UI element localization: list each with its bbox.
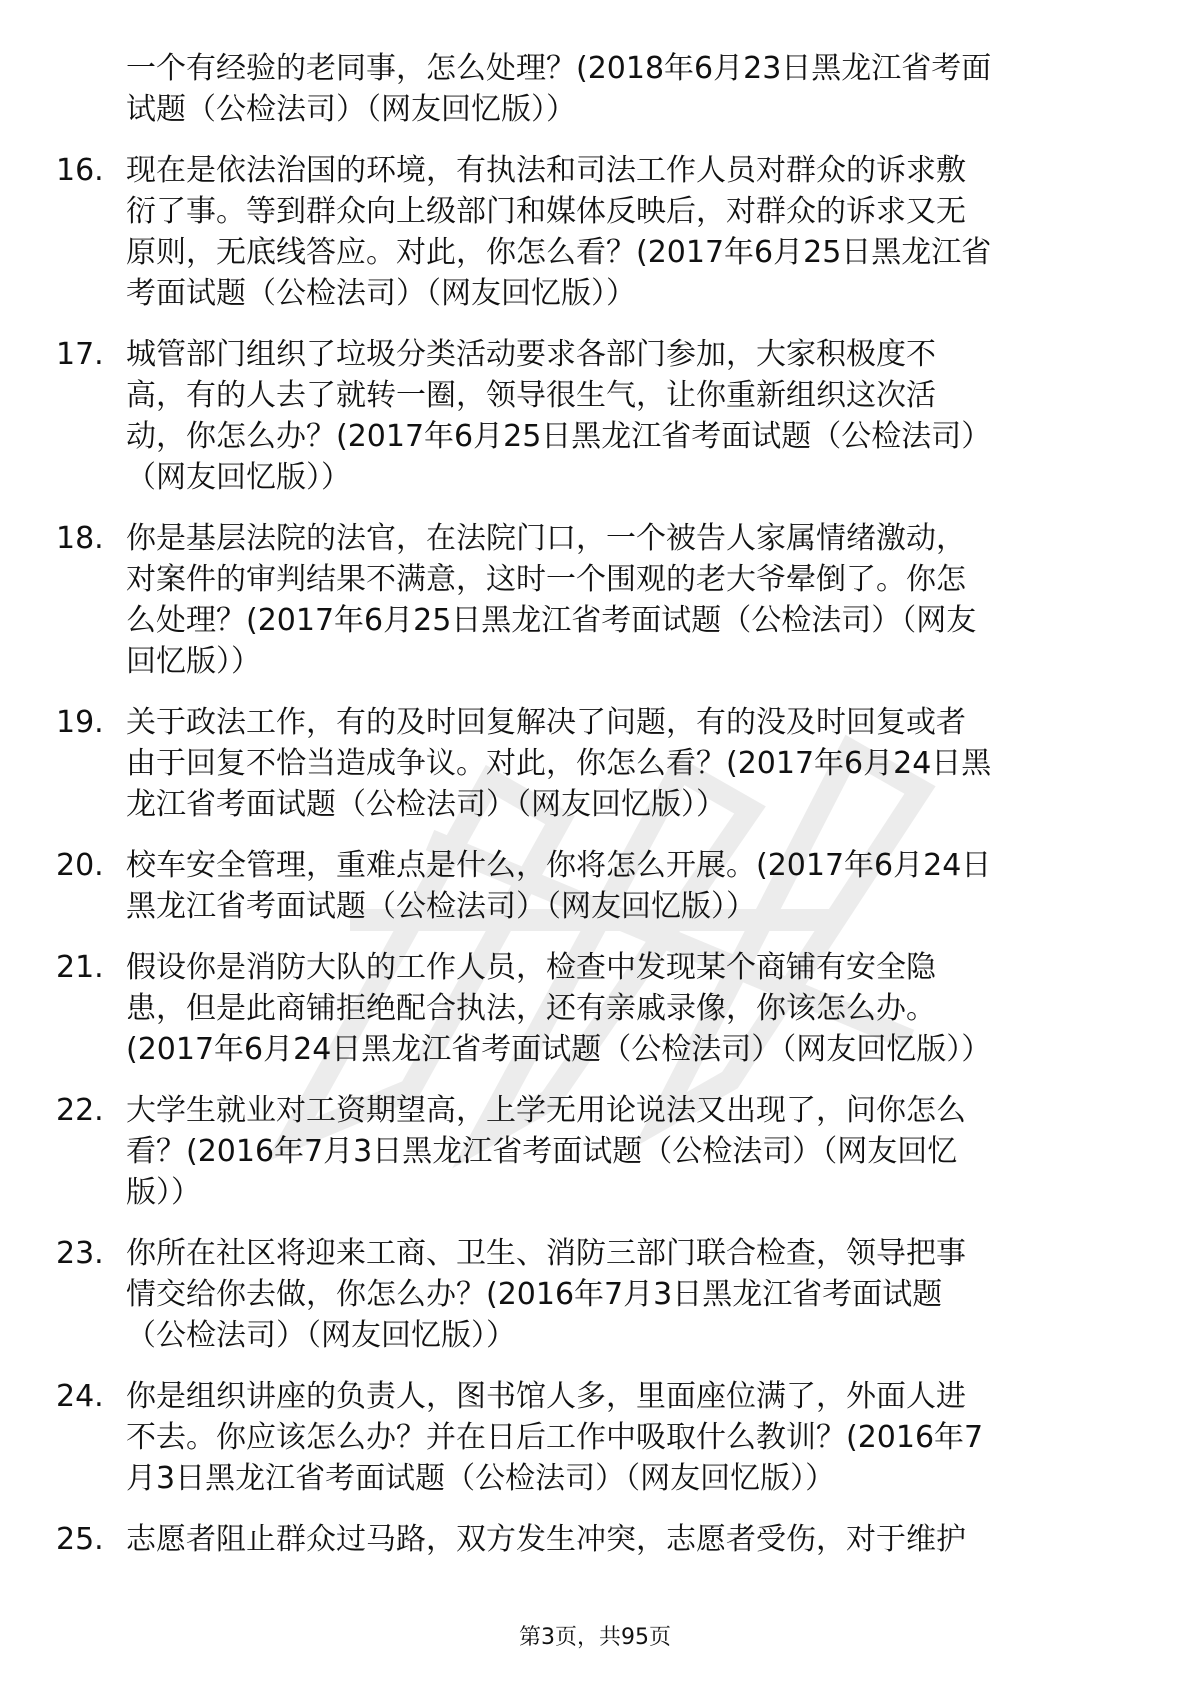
question-text-line: 试题（公检法司）（网友回忆版）） xyxy=(126,92,576,127)
question-text-line: 原则，无底线答应。对此，你怎么看？(2017年6月25日黑龙江省 xyxy=(126,235,992,270)
question-number: 24. xyxy=(56,1379,104,1414)
question-number: 17. xyxy=(56,337,104,372)
question-item xyxy=(0,1519,1190,1560)
question-text-line: （公检法司）（网友回忆版）） xyxy=(126,1318,516,1353)
question-text-line: （网友回忆版）） xyxy=(126,460,351,495)
question-item xyxy=(0,947,1190,1070)
question-text-line: 城管部门组织了垃圾分类活动要求各部门参加，大家积极度不 xyxy=(126,337,936,372)
question-number: 22. xyxy=(56,1093,104,1128)
question-item xyxy=(0,1376,1190,1499)
question-text-line: 对案件的审判结果不满意，这时一个围观的老大爷晕倒了。你怎 xyxy=(126,562,966,597)
question-number: 23. xyxy=(56,1236,104,1271)
question-text-line: 么处理？(2017年6月25日黑龙江省考面试题（公检法司）（网友 xyxy=(126,603,977,638)
question-text-line: 志愿者阻止群众过马路，双方发生冲突，志愿者受伤，对于维护 xyxy=(126,1522,966,1557)
question-text-line: 假设你是消防大队的工作人员，检查中发现某个商铺有安全隐 xyxy=(126,950,936,985)
question-number: 20. xyxy=(56,848,104,883)
question-text-line: (2017年6月24日黑龙江省考面试题（公检法司）（网友回忆版）） xyxy=(126,1032,992,1067)
question-item xyxy=(0,845,1190,927)
question-text-line: 回忆版）） xyxy=(126,644,261,679)
question-number: 16. xyxy=(56,153,104,188)
question-number: 21. xyxy=(56,950,104,985)
question-text-line: 关于政法工作，有的及时回复解决了问题，有的没及时回复或者 xyxy=(126,705,966,740)
question-text-line: 月3日黑龙江省考面试题（公检法司）（网友回忆版）） xyxy=(126,1461,836,1496)
question-text-line: 一个有经验的老同事，怎么处理？(2018年6月23日黑龙江省考面 xyxy=(126,51,992,86)
question-text-line: 衍了事。等到群众向上级部门和媒体反映后，对群众的诉求又无 xyxy=(126,194,966,229)
question-text-line: 由于回复不恰当造成争议。对此，你怎么看？(2017年6月24日黑 xyxy=(126,746,992,781)
question-item xyxy=(0,518,1190,682)
question-text-line: 高，有的人去了就转一圈，领导很生气，让你重新组织这次活 xyxy=(126,378,936,413)
question-item xyxy=(0,1233,1190,1356)
question-text-line: 你是基层法院的法官，在法院门口，一个被告人家属情绪激动， xyxy=(126,521,966,556)
question-text-line: 你所在社区将迎来工商、卫生、消防三部门联合检查，领导把事 xyxy=(126,1236,966,1271)
question-text-line: 患，但是此商铺拒绝配合执法，还有亲戚录像，你该怎么办。 xyxy=(126,991,936,1026)
question-number: 25. xyxy=(56,1522,104,1557)
question-list xyxy=(0,48,1190,1580)
question-item xyxy=(0,150,1190,314)
question-text-line: 版）） xyxy=(126,1175,201,1210)
question-text-line: 校车安全管理，重难点是什么，你将怎么开展。(2017年6月24日 xyxy=(126,848,992,883)
question-text-line: 大学生就业对工资期望高，上学无用论说法又出现了，问你怎么 xyxy=(126,1093,966,1128)
question-text-line: 龙江省考面试题（公检法司）（网友回忆版）） xyxy=(126,787,726,822)
question-item xyxy=(0,48,1190,130)
question-number: 19. xyxy=(56,705,104,740)
question-text-line: 看？(2016年7月3日黑龙江省考面试题（公检法司）（网友回忆 xyxy=(126,1134,958,1169)
question-item xyxy=(0,702,1190,825)
question-item xyxy=(0,1090,1190,1213)
question-item xyxy=(0,334,1190,498)
page-number-footer: 第3页，共95页 xyxy=(519,1625,671,1650)
question-text-line: 现在是依法治国的环境，有执法和司法工作人员对群众的诉求敷 xyxy=(126,153,966,188)
question-text-line: 情交给你去做，你怎么办？(2016年7月3日黑龙江省考面试题 xyxy=(126,1277,943,1312)
question-number: 18. xyxy=(56,521,104,556)
question-text-line: 考面试题（公检法司）（网友回忆版）） xyxy=(126,276,636,311)
question-text-line: 你是组织讲座的负责人，图书馆人多，里面座位满了，外面人进 xyxy=(126,1379,966,1414)
question-text-line: 黑龙江省考面试题（公检法司）（网友回忆版）） xyxy=(126,889,756,924)
question-text-line: 动，你怎么办？(2017年6月25日黑龙江省考面试题（公检法司） xyxy=(126,419,992,454)
question-text-line: 不去。你应该怎么办？并在日后工作中吸取什么教训？(2016年7 xyxy=(126,1420,984,1455)
